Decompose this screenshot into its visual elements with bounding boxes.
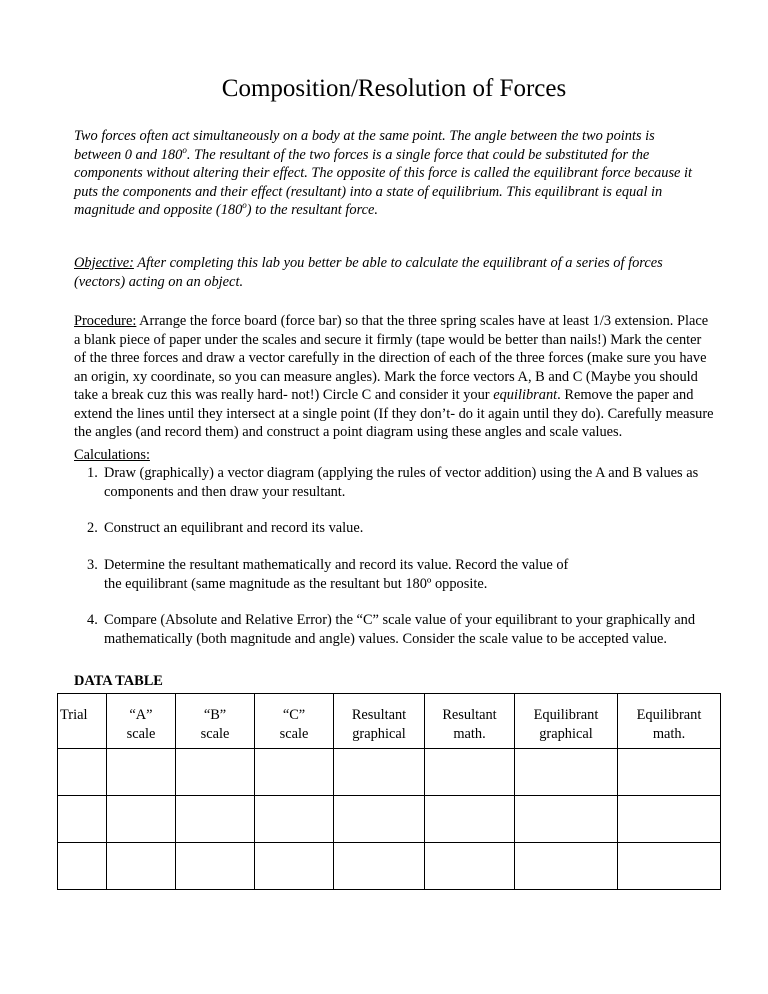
column-header-line-1: “A” [129, 707, 153, 723]
calculations-label: Calculations: [74, 447, 150, 463]
column-header-line-1: “B” [203, 707, 227, 723]
step-text: Construct an equilibrant and record its value. [104, 520, 364, 536]
intro-paragraph [74, 127, 704, 220]
table-cell[interactable] [176, 796, 255, 843]
column-header-line-2: math. [453, 725, 486, 742]
table-cell[interactable] [334, 796, 425, 843]
table-cell[interactable] [176, 749, 255, 796]
column-header [176, 694, 255, 749]
procedure-text-2: . Remove the paper and extend the lines until they intersect at a single point (If they don’t- do it again until they do). Carefully measure the angles (and record them) and construct a point diagram using these angles and scale values. [74, 387, 714, 440]
table-cell[interactable] [107, 749, 176, 796]
column-header-line-1: Resultant [442, 707, 497, 723]
degree-superscript: o [182, 144, 187, 155]
table-cell[interactable] [58, 843, 107, 890]
table-cell[interactable] [58, 749, 107, 796]
equilibrant-emphasis: equilibrant [493, 387, 558, 403]
objective-text: After completing this lab you better be able to calculate the equilibrant of a series of forces (vectors) acting on an object. [74, 255, 663, 290]
column-header [107, 694, 176, 749]
degree-superscript: o [242, 200, 247, 211]
table-cell[interactable] [515, 843, 618, 890]
table-cell[interactable] [425, 796, 515, 843]
column-header-line-1: Equilibrant [533, 707, 599, 723]
procedure-paragraph [74, 312, 714, 442]
table-cell[interactable] [107, 796, 176, 843]
column-header-line-2: scale [126, 725, 156, 742]
column-header-line-2: scale [200, 725, 230, 742]
table-row [58, 796, 721, 843]
column-header-line-1: “C” [282, 707, 306, 723]
table-cell[interactable] [515, 749, 618, 796]
objective-label: Objective: [74, 255, 134, 271]
table-cell[interactable] [618, 796, 721, 843]
step-number: 1. [87, 465, 98, 481]
table-cell[interactable] [255, 843, 334, 890]
column-header [618, 694, 721, 749]
step-text: Compare (Absolute and Relative Error) the “C” scale value of your equilibrant to your graphically and mathematically (both magnitude and angle) values. Consider the scale value to be accepted value. [104, 612, 696, 647]
column-header-line-1: Equilibrant [636, 707, 702, 723]
table-row [58, 843, 721, 890]
column-header [425, 694, 515, 749]
step-text [104, 556, 709, 593]
table-cell[interactable] [618, 843, 721, 890]
intro-text-2: . The resultant of the two forces is a single force that could be substituted for the components without altering their effect. The opposite of this force is called the equilibrant force because it puts the components and their effect (resultant) into a state of equilibrium. This equilibrant is equal in magnitude and opposite (180 [74, 146, 693, 218]
table-cell[interactable] [425, 843, 515, 890]
column-header-line-2: scale [279, 725, 309, 742]
step-text-line-2: the equilibrant (same magnitude as the resultant but 180º opposite. [104, 575, 488, 592]
table-cell[interactable] [334, 749, 425, 796]
column-header-line-2: graphical [539, 725, 593, 742]
intro-text-3: ) to the resultant force. [246, 202, 379, 218]
data-table-title: DATA TABLE [74, 673, 163, 689]
step-text-line-1: Determine the resultant mathematically and record its value. Record the value of [104, 557, 569, 573]
step-number: 3. [87, 557, 98, 573]
column-header [334, 694, 425, 749]
page-title: Composition/Resolution of Forces [221, 75, 567, 102]
table-cell[interactable] [515, 796, 618, 843]
table-cell[interactable] [618, 749, 721, 796]
procedure-text-1: Arrange the force board (force bar) so that the three spring scales have at least 1/3 extension. Place a blank piece of paper under the scales and secure it firmly (tape would be better than nails!) Mark the center of the three forces and draw a vector carefully in the direction of each of the three forces (make sure you have an origin, xy coordinate, so you can measure angles). Mark the force vectors A, B and C (Maybe you should take a break cuz this was really hard- not!) Circle C and consider it your [74, 313, 709, 403]
table-cell[interactable] [255, 796, 334, 843]
table-header-row [58, 694, 721, 749]
step-text: Draw (graphically) a vector diagram (applying the rules of vector addition) using the A and B values as components and then draw your resultant. [104, 465, 699, 500]
column-header-line-1: Resultant [351, 707, 407, 723]
column-header [58, 694, 107, 749]
table-row [58, 749, 721, 796]
column-header-line-2: math. [652, 725, 686, 742]
column-header-line-2: graphical [352, 725, 406, 742]
data-table [57, 693, 721, 890]
column-header [255, 694, 334, 749]
table-cell[interactable] [107, 843, 176, 890]
column-header-line-1: Trial [60, 707, 88, 723]
table-cell[interactable] [255, 749, 334, 796]
objective-paragraph [74, 254, 704, 291]
column-header [515, 694, 618, 749]
step-number: 2. [87, 520, 98, 536]
table-body [58, 749, 721, 890]
table-cell[interactable] [334, 843, 425, 890]
intro-text-1: Two forces often act simultaneously on a body at the same point. The angle between the two points is between 0 and 180 [74, 128, 655, 163]
procedure-label: Procedure: [74, 313, 137, 329]
table-cell[interactable] [58, 796, 107, 843]
table-cell[interactable] [425, 749, 515, 796]
table-cell[interactable] [176, 843, 255, 890]
step-number: 4. [87, 612, 98, 628]
